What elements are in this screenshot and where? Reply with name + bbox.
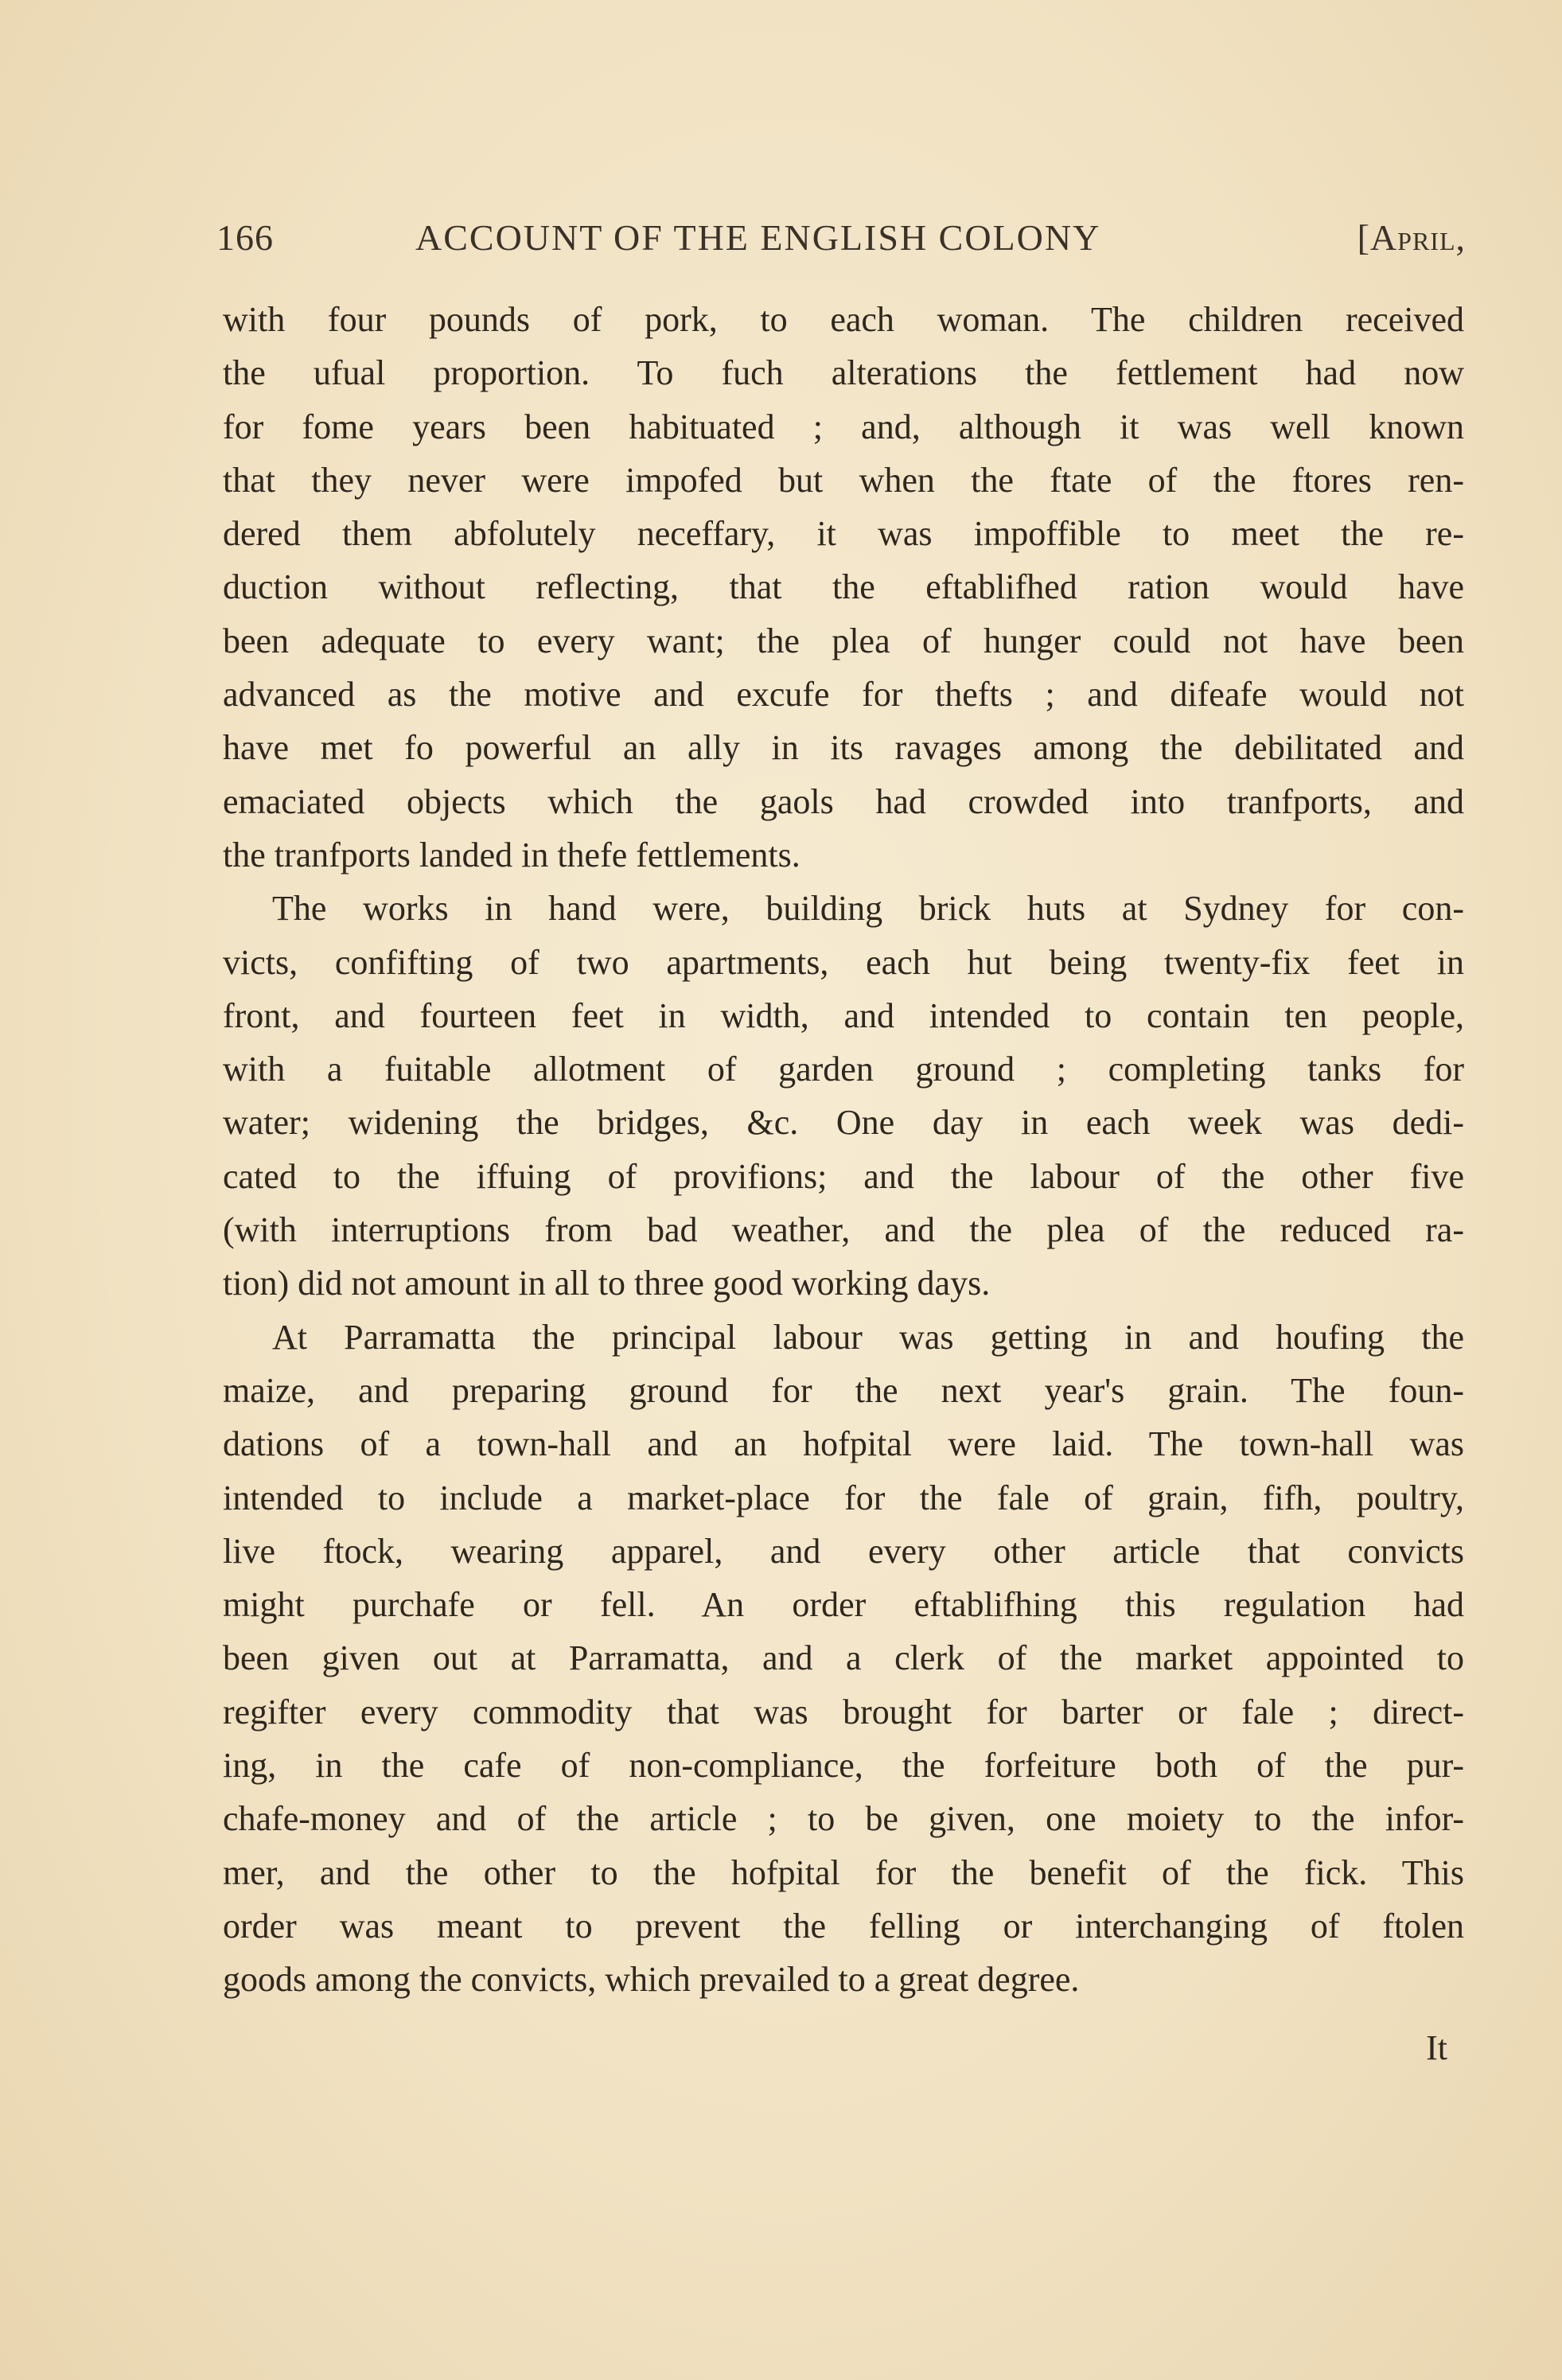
text-line: mer, and the other to the hofpital for the benefit of the fick. This	[223, 1852, 1464, 1892]
text-line: live ftock, wearing apparel, and every other article that convicts	[223, 1531, 1464, 1571]
text-line: front, and fourteen feet in width, and intended to contain ten people,	[223, 995, 1464, 1035]
text-line: goods among the convicts, which prevailed to a great degree.	[223, 1960, 1080, 2000]
text-line: regifter every commodity that was brought for barter or fale ; direct-	[223, 1692, 1464, 1731]
text-line: dations of a town-hall and an hofpital were laid. The town-hall was	[223, 1424, 1464, 1464]
text-line: for fome years been habituated ; and, although it was well known	[223, 407, 1464, 446]
text-line: the tranfports landed in thefe fettlements.	[223, 835, 800, 874]
text-line: emaciated objects which the gaols had crowded into tranfports, and	[223, 781, 1464, 821]
text-line: At Parramatta the principal labour was getting in and houfing the	[272, 1317, 1464, 1357]
text-line: been given out at Parramatta, and a clerk of the market appointed to	[223, 1638, 1464, 1678]
text-line: advanced as the motive and excufe for thefts ; and difeafe would not	[223, 675, 1464, 715]
text-line: ing, in the cafe of non-compliance, the forfeiture both of the pur-	[223, 1746, 1464, 1786]
paragraph	[223, 293, 1464, 882]
running-title: ACCOUNT OF THE ENGLISH COLONY	[415, 217, 1101, 258]
text-line: victs, confifting of two apartments, each hut being twenty-fix feet in	[223, 942, 1464, 982]
paragraph	[223, 1311, 1464, 2007]
text-line: that they never were impofed but when the ftate of the ftores ren-	[223, 460, 1464, 500]
text-line: might purchafe or fell. An order eftablifhing this regulation had	[223, 1585, 1464, 1625]
text-line: intended to include a market-place for the fale of grain, fifh, poultry,	[223, 1478, 1464, 1517]
text-line: have met fo powerful an ally in its ravages among the debilitated and	[223, 728, 1464, 768]
text-line: dered them abfolutely neceffary, it was impoffible to meet the re-	[223, 514, 1464, 554]
text-line: maize, and preparing ground for the next year's grain. The foun-	[223, 1370, 1464, 1410]
text-line: with a fuitable allotment of garden ground ; completing tanks for	[223, 1050, 1464, 1089]
text-line: water; widening the bridges, &c. One day in each week was dedi-	[223, 1103, 1464, 1143]
text-line: duction without reflecting, that the eftablifhed ration would have	[223, 567, 1464, 607]
page-header	[216, 216, 1466, 272]
text-line: been adequate to every want; the plea of hunger could not have been	[223, 621, 1464, 660]
text-line: tion) did not amount in all to three good working days.	[223, 1264, 991, 1303]
catchword: It	[1426, 2028, 1447, 2067]
text-line: cated to the iffuing of provifions; and the labour of the other five	[223, 1156, 1464, 1196]
page-number: 166	[216, 217, 274, 258]
text-line: The works in hand were, building brick huts at Sydney for con-	[272, 889, 1464, 929]
section-mark: [April,	[1357, 217, 1466, 258]
text-line: chafe-money and of the article ; to be given, one moiety to the infor-	[223, 1799, 1464, 1839]
paragraph	[223, 882, 1464, 1310]
text-line: (with interruptions from bad weather, and the plea of the reduced ra-	[223, 1210, 1464, 1250]
body-text	[223, 293, 1464, 2007]
text-line: order was meant to prevent the felling or interchanging of ftolen	[223, 1906, 1464, 1946]
text-line: the ufual proportion. To fuch alterations the fettlement had now	[223, 353, 1464, 393]
text-line: with four pounds of pork, to each woman. The children received	[223, 300, 1464, 339]
